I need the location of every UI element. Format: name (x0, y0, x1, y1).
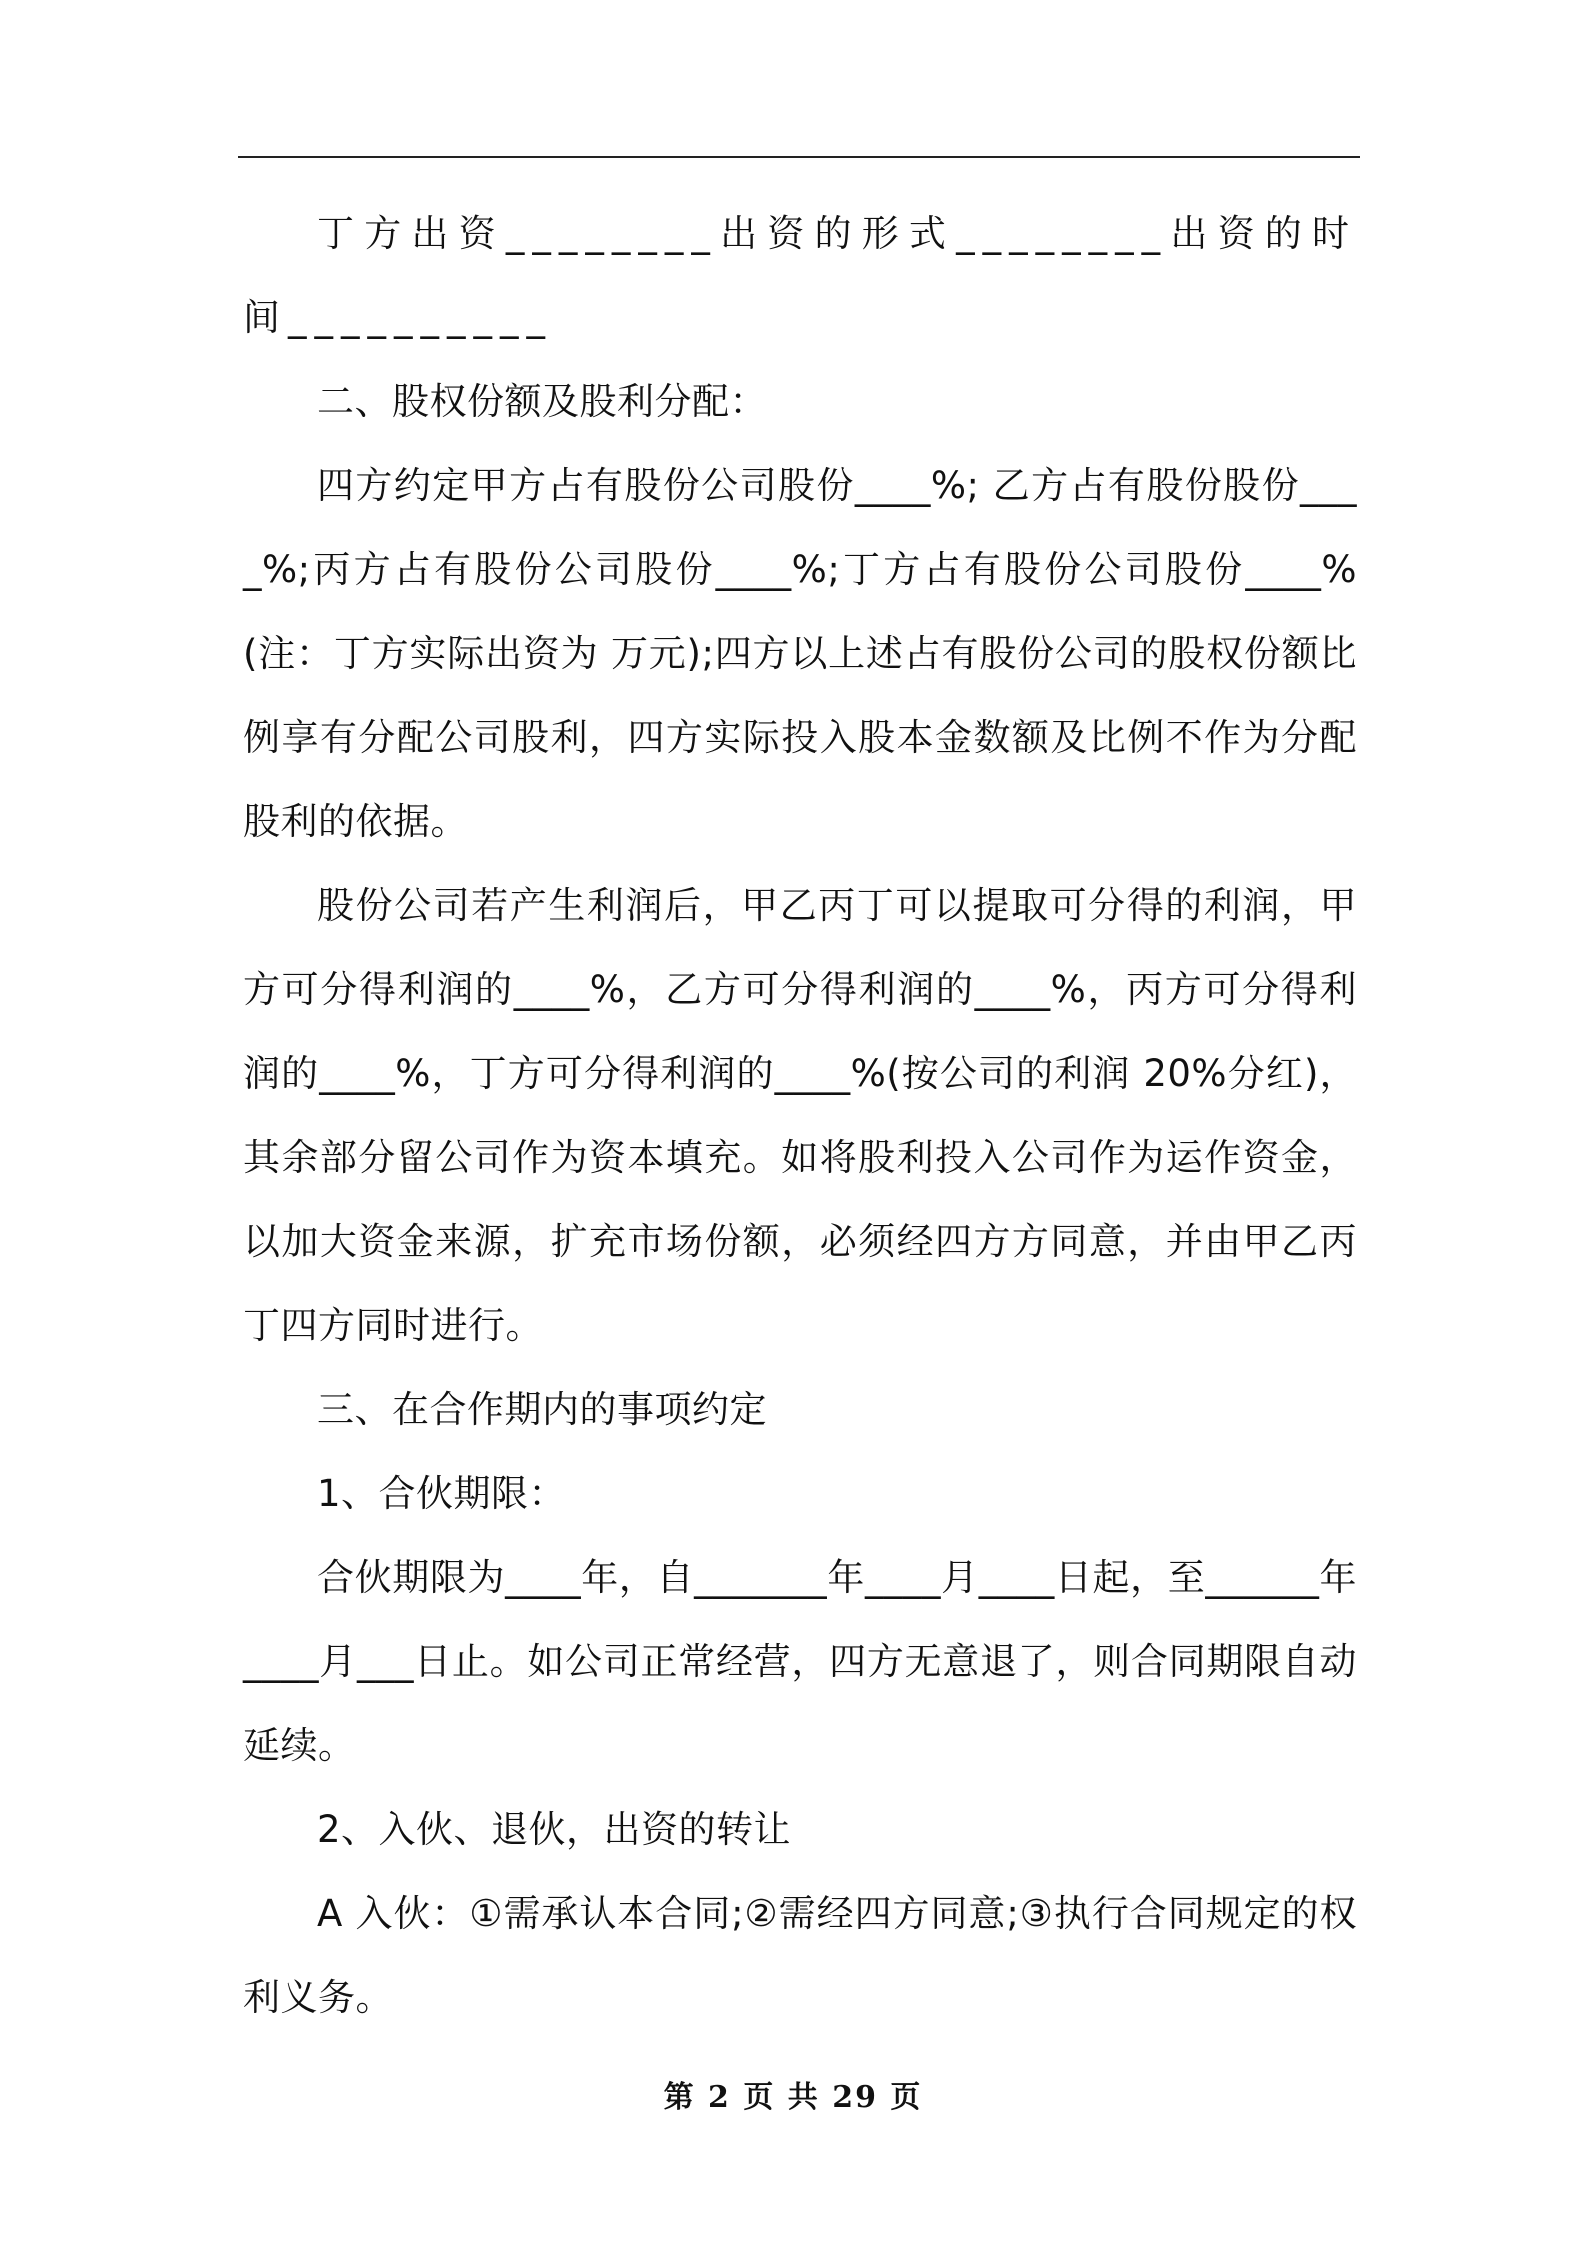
header-rule (238, 156, 1360, 158)
paragraph-capital-contribution-d: 丁方出资________出资的形式________出资的时间__________ (243, 212, 1357, 339)
paragraph-admission: A 入伙：①需承认本合同;②需经四方同意;③执行合同规定的权利义务。 (243, 1892, 1357, 2019)
subheading-admission-withdrawal: 2、入伙、退伙，出资的转让 (317, 1808, 792, 1851)
paragraph-profit-distribution: 股份公司若产生利润后，甲乙丙丁可以提取可分得的利润，甲方可分得利润的____%，乙方可分得利润的____%，丙方可分得利润的____%，丁方可分得利润的____%(按公司的利润 20%分红)，其余部分留公司作为资本填充。如将股利投入公司作为运作资金，以加大资金来源，扩充市场份额，必须经四方方同意，并由甲乙丙丁四方同时进行。 (243, 884, 1357, 1347)
heading-equity-and-dividends: 二、股权份额及股利分配： (317, 380, 767, 423)
page-number: 第 2 页 共 29 页 (663, 2080, 923, 2115)
paragraph-share-ratio: 四方约定甲方占有股份公司股份____%; 乙方占有股份股份____%;丙方占有股份公司股份____%;丁方占有股份公司股份____%(注：丁方实际出资为 万元);四方以上述占有股份公司的股权份额比例享有分配公司股利，四方实际投入股本金数额及比例不作为分配股利的依据。 (243, 464, 1357, 843)
subheading-partnership-term: 1、合伙期限： (317, 1472, 567, 1515)
body-text (243, 192, 1357, 2040)
paragraph-partnership-term: 合伙期限为____年，自_______年____月____日起，至______年____月___日止。如公司正常经营，四方无意退了，则合同期限自动延续。 (243, 1556, 1357, 1767)
heading-cooperation-matters: 三、在合作期内的事项约定 (317, 1388, 767, 1431)
